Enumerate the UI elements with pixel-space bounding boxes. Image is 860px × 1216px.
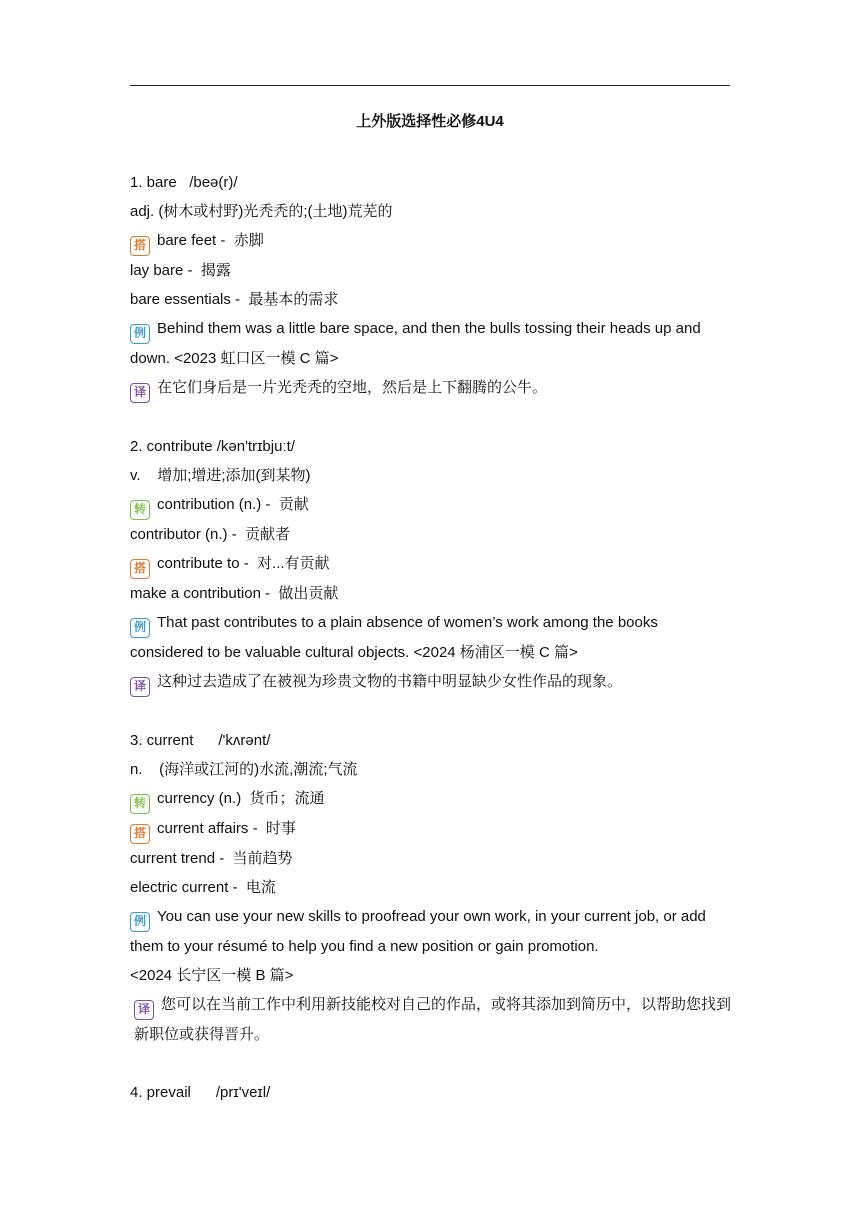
example-line	[130, 902, 734, 961]
example-line	[130, 608, 734, 667]
example-text: That past contributes to a plain absence of women’s work among the books considered to be valuable cultural objects. <2024 杨浦区一模 C 篇>	[130, 614, 658, 661]
example-text: Behind them was a little bare space, and then the bulls tossing their heads up and down. <2023 虹口区一模 C 篇>	[130, 320, 701, 367]
collocation-text: lay bare - 揭露	[130, 262, 231, 279]
translation-line	[130, 990, 734, 1049]
example-badge-icon: 例	[130, 618, 150, 638]
collocation-line	[130, 226, 734, 256]
translation-text: 在它们身后是一片光秃秃的空地，然后是上下翻腾的公牛。	[157, 379, 548, 396]
translation-badge-icon: 译	[130, 383, 150, 403]
example-line	[130, 314, 734, 373]
entry-bare	[130, 168, 734, 403]
collocation-badge-icon: 搭	[130, 559, 150, 579]
entry-definition: v. 增加;增进;添加(到某物)	[130, 467, 311, 484]
translation-text: 这种过去造成了在被视为珍贵文物的书籍中明显缺少女性作品的现象。	[157, 673, 623, 690]
derivative-text: contribution (n.) - 贡献	[157, 496, 309, 513]
derivative-text: contributor (n.) - 贡献者	[130, 526, 291, 543]
collocation-line	[130, 549, 734, 579]
derivative-line	[130, 784, 734, 814]
collocation-badge-icon: 搭	[130, 824, 150, 844]
collocation-text: bare feet - 赤脚	[157, 232, 264, 249]
entry-definition: adj. (树木或村野)光秃秃的;(土地)荒芜的	[130, 203, 393, 220]
example-badge-icon: 例	[130, 324, 150, 344]
example-text: You can use your new skills to proofread your own work, in your current job, or add them to your résumé to help you find a new position or gain promotion.	[130, 908, 706, 955]
example-badge-icon: 例	[130, 912, 150, 932]
collocation-line	[130, 814, 734, 844]
entry-current	[130, 726, 734, 1049]
entry-heading: 2. contribute /kən'trɪbjuːt/	[130, 438, 295, 455]
entry-prevail	[130, 1078, 734, 1107]
spacer	[130, 697, 734, 726]
derivative-text: currency (n.) 货币；流通	[157, 790, 325, 807]
derivative-badge-icon: 转	[130, 794, 150, 814]
derivative-line	[130, 490, 734, 520]
entry-heading: 1. bare /beə(r)/	[130, 174, 238, 191]
entry-heading: 3. current /'kʌrənt/	[130, 732, 271, 749]
collocation-text: current trend - 当前趋势	[130, 850, 293, 867]
collocation-text: electric current - 电流	[130, 879, 276, 896]
translation-badge-icon: 译	[134, 1000, 154, 1020]
translation-badge-icon: 译	[130, 677, 150, 697]
translation-line	[130, 373, 734, 403]
spacer	[130, 1049, 734, 1078]
vocabulary-list	[130, 168, 734, 1107]
collocation-text: contribute to - 对...有贡献	[157, 555, 330, 572]
collocation-badge-icon: 搭	[130, 236, 150, 256]
entry-contribute	[130, 432, 734, 697]
example-source: <2024 长宁区一模 B 篇>	[130, 967, 294, 984]
header-rule	[130, 85, 730, 86]
page-title: 上外版选择性必修4U4	[356, 113, 504, 130]
derivative-badge-icon: 转	[130, 500, 150, 520]
collocation-text: bare essentials - 最基本的需求	[130, 291, 339, 308]
spacer	[130, 403, 734, 432]
collocation-text: current affairs - 时事	[157, 820, 296, 837]
entry-heading: 4. prevail /prɪ'veɪl/	[130, 1084, 271, 1101]
entry-definition: n. (海洋或江河的)水流,潮流;气流	[130, 761, 358, 778]
translation-line	[130, 667, 734, 697]
translation-text: 您可以在当前工作中利用新技能校对自己的作品，或将其添加到简历中，以帮助您找到新职位或获得晋升。	[134, 996, 732, 1043]
collocation-text: make a contribution - 做出贡献	[130, 585, 339, 602]
